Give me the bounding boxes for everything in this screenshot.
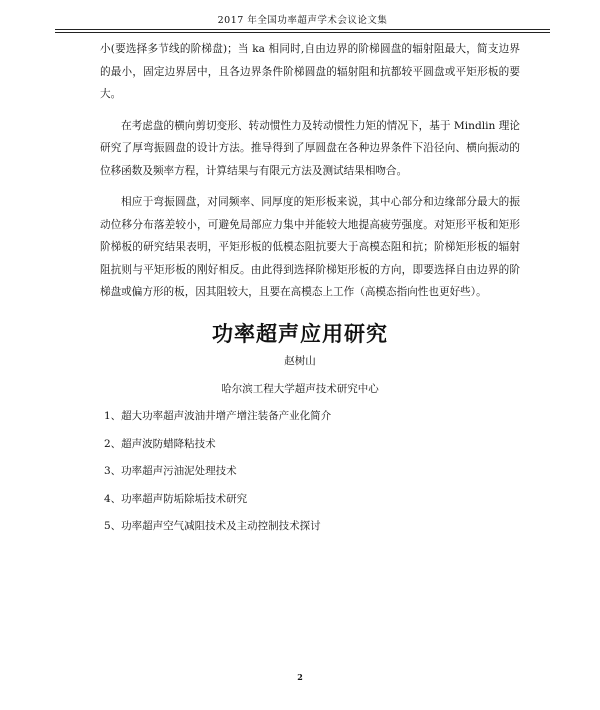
topic-item: 5、功率超声空气减阻技术及主动控制技术探讨 — [104, 520, 321, 532]
topic-item: 4、功率超声防垢除垢技术研究 — [104, 492, 248, 505]
page-number: 2 — [297, 672, 303, 682]
author-affiliation: 哈尔滨工程大学超声技术研究中心 — [221, 383, 379, 395]
author-name: 赵树山 — [284, 355, 316, 367]
paragraph: 在考虑盘的横向剪切变形、转动惯性力及转动惯性力矩的情况下，基于 Mindlin 理论研究了厚弯振圆盘的设计方法。推导得到了厚圆盘在各种边界条件下沿径向、横向振动的位移函数及频率方程，计算结果与有限元方法及测试结果相吻合。 — [100, 119, 520, 177]
topic-item: 1、超大功率超声波油井增产增注装备产业化简介 — [104, 410, 332, 422]
topic-item: 3、功率超声污油泥处理技术 — [104, 465, 237, 477]
body-text — [100, 38, 520, 313]
topic-item: 2、超声波防蜡降粘技术 — [104, 437, 216, 450]
topic-list — [104, 405, 524, 543]
running-header: 2017 年全国功率超声学术会议论文集 — [55, 12, 550, 30]
paragraph: 相应于弯振圆盘，对同频率、同厚度的矩形板来说，其中心部分和边缘部分最大的振动位移分布落差较小，可避免局部应力集中并能较大地提高疲劳强度。对矩形平板和矩形阶梯板的研究结果表明，平矩形板的低模态阻抗要大于高模态阻和抗；阶梯矩形板的辐射阻抗则与平矩形板的刚好相反。由此得到选择阶梯矩形板的方向，即要选择自由边界的阶梯盘或偏方形的板，因其阻较大，且要在高模态上工作（高模态指向性也更好些）。 — [100, 196, 520, 298]
article-title: 功率超声应用研究 — [212, 322, 388, 346]
paragraph: 小(要选择多节线的阶梯盘)；当 ka 相同时,自由边界的阶梯圆盘的辐射阻最大，简支边界的最小，固定边界居中，且各边界条件阶梯圆盘的辐射阻和抗都较平圆盘或平矩形板的要大。 — [100, 43, 520, 100]
